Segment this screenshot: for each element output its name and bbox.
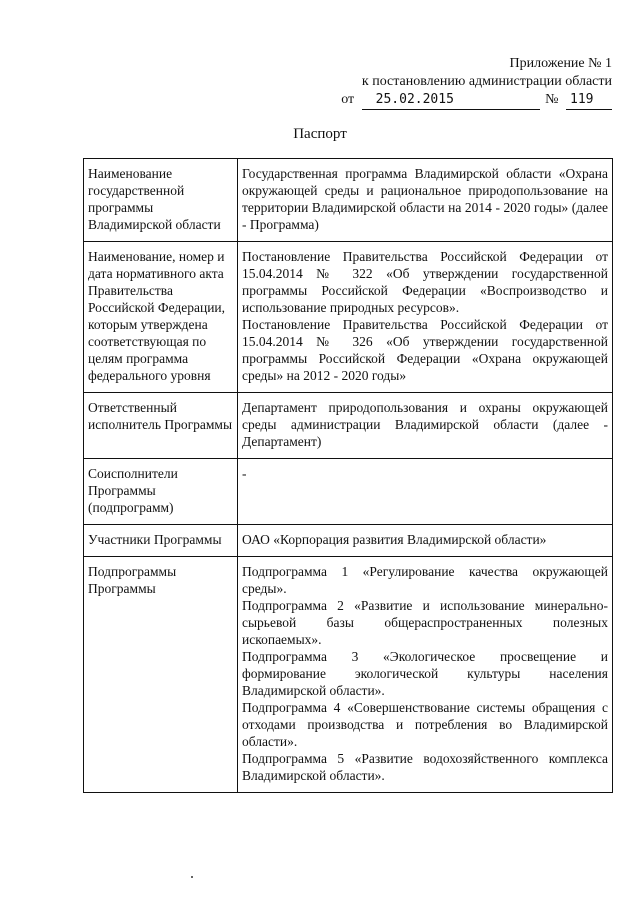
row-content (238, 525, 613, 557)
row-content (238, 159, 613, 242)
row-content (238, 393, 613, 459)
appendix-label: Приложение № 1 (509, 56, 612, 71)
content-paragraph: - (242, 466, 247, 481)
row-content (238, 242, 613, 393)
content-paragraph: Подпрограмма 3 «Экологическое просвещение и формирование экологической культуры населения Владимирской области». (242, 649, 608, 698)
row-label: Наименование, номер и дата нормативного акта Правительства Российской Федерации, которым утверждена соответствующая по целям программа федерального уровня (84, 242, 238, 393)
content-paragraph: Подпрограмма 2 «Развитие и использование минерально-сырьевой базы общераспространенных полезных ископаемых». (242, 598, 608, 647)
row-content (238, 459, 613, 525)
content-paragraph: Подпрограмма 5 «Развитие водохозяйственного комплекса Владимирской области». (242, 751, 608, 783)
content-paragraph: ОАО «Корпорация развития Владимирской области» (242, 532, 547, 547)
document-header (312, 55, 612, 110)
scan-speck (191, 876, 193, 878)
content-paragraph: Постановление Правительства Российской Федерации от 15.04.2014 № 326 «Об утверждении государственной программы Российской Федерации «Охрана окружающей среды» на 2012 - 2020 годы» (242, 317, 608, 383)
number-label: № (545, 92, 559, 107)
table-row (84, 159, 613, 242)
table-row (84, 393, 613, 459)
row-label: Подпрограммы Программы (84, 557, 238, 793)
table-row (84, 557, 613, 793)
row-label: Участники Программы (84, 525, 238, 557)
row-label: Наименование государственной программы Владимирской области (84, 159, 238, 242)
table-row (84, 459, 613, 525)
row-content (238, 557, 613, 793)
resolution-label: к постановлению администрации области (361, 74, 612, 89)
row-label: Соисполнители Программы (подпрограмм) (84, 459, 238, 525)
table-row (84, 242, 613, 393)
content-paragraph: Департамент природопользования и охраны окружающей среды администрации Владимирской области (далее - Департамент) (242, 400, 608, 449)
passport-table (83, 158, 613, 793)
table-row (84, 525, 613, 557)
document-date: 25.02.2015 (362, 91, 540, 110)
row-label: Ответственный исполнитель Программы (84, 393, 238, 459)
page-title: Паспорт (293, 126, 347, 142)
content-paragraph: Подпрограмма 1 «Регулирование качества окружающей среды». (242, 564, 608, 596)
content-paragraph: Подпрограмма 4 «Совершенствование системы обращения с отходами производства и потребления во Владимирской области». (242, 700, 608, 749)
date-label: от (341, 92, 355, 107)
date-number-line (312, 91, 612, 110)
document-number: 119 (566, 91, 612, 110)
content-paragraph: Государственная программа Владимирской области «Охрана окружающей среды и рациональное природопользование на территории Владимирской области на 2014 - 2020 годы» (далее - Программа) (242, 166, 608, 232)
content-paragraph: Постановление Правительства Российской Федерации от 15.04.2014 № 322 «Об утверждении государственной программы Российской Федерации «Воспроизводство и использование природных ресурсов». (242, 249, 608, 315)
